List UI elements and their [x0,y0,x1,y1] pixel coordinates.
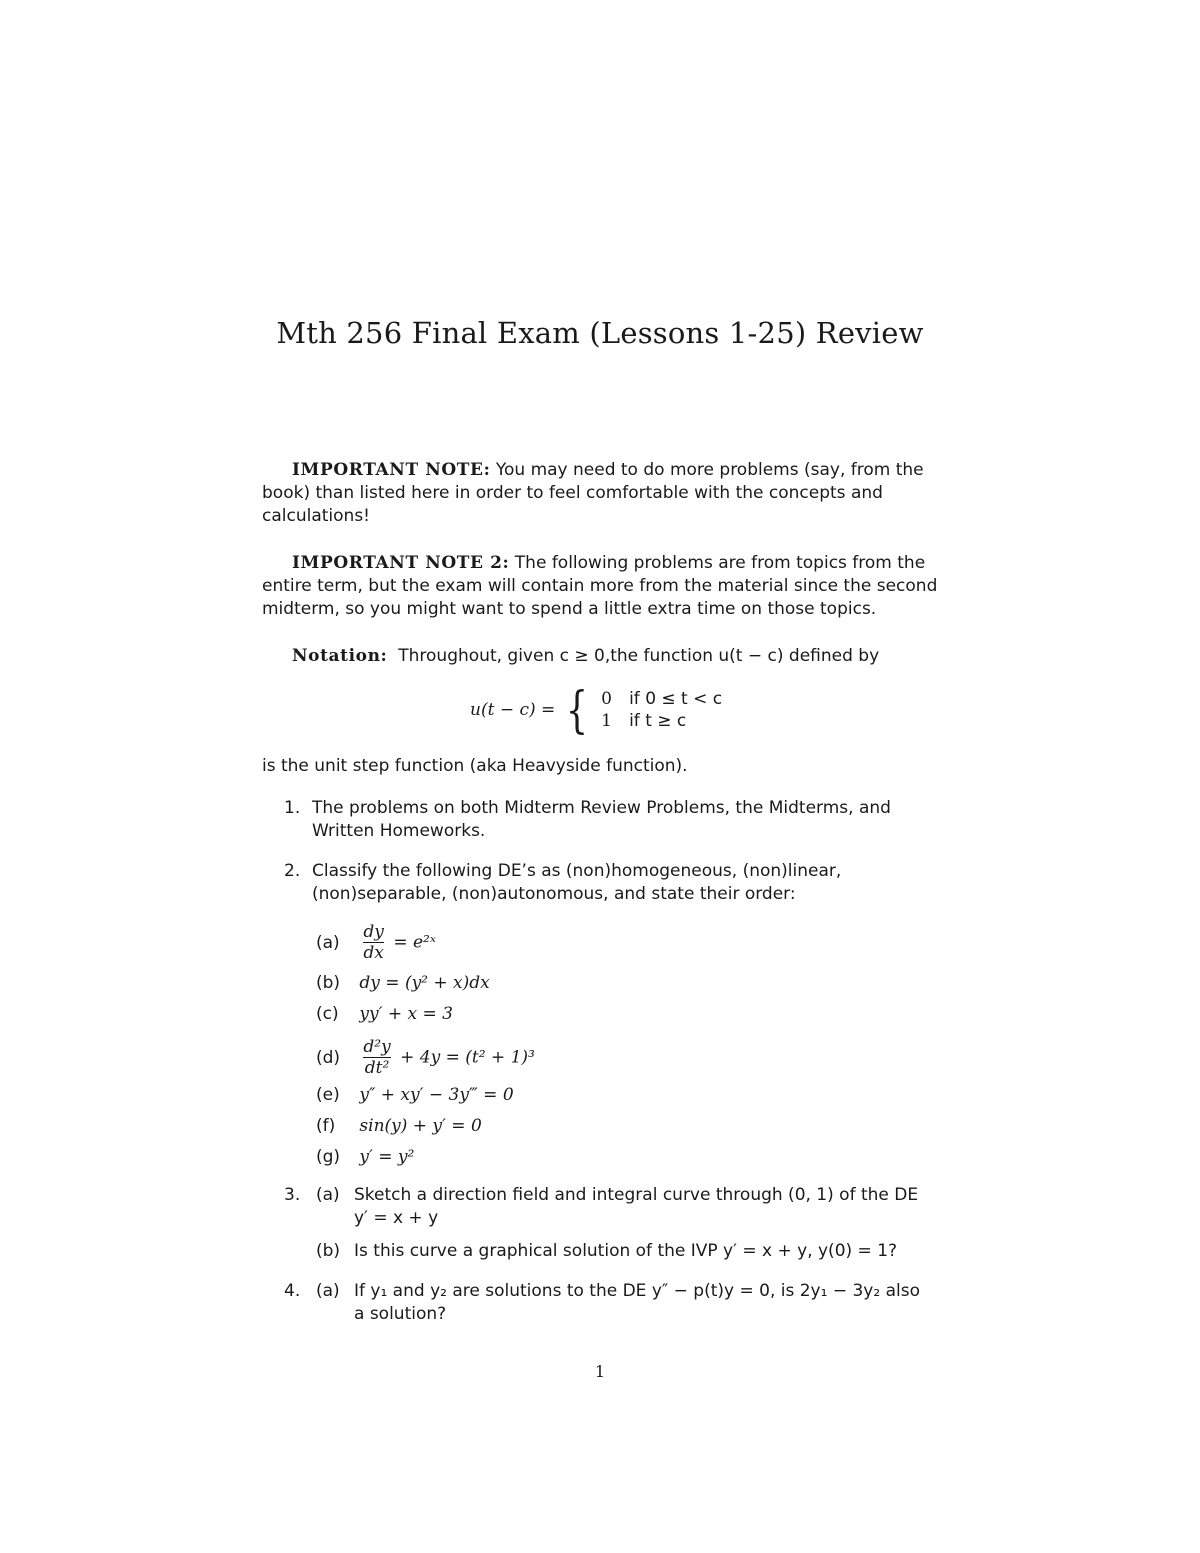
problem-2a-rhs: = e²ˣ [393,932,436,953]
fraction-denominator: dt² [364,1058,390,1078]
unit-step-definition [470,681,723,739]
problem-2-number: 2. [284,861,301,881]
problem-2g [316,1146,414,1169]
case-2-value: 1 [601,711,612,731]
problem-2c-equation: yy′ + x = 3 [359,1004,453,1024]
important-note-2 [262,552,938,621]
notation-label: Notation: [292,646,388,666]
problem-3b-label: (b) [316,1241,341,1261]
case-1-condition: if 0 ≤ t < c [629,689,723,709]
problem-2a-label: (a) [316,932,340,953]
problem-3-number: 3. [284,1185,301,1205]
problem-1-number: 1. [284,798,301,818]
problem-3a-text: Sketch a direction field and integral curve through (0, 1) of the DE y′ = x + y [354,1185,919,1228]
problem-2g-equation: y′ = y² [359,1147,415,1167]
unit-step-cases [601,688,722,732]
problem-4-number: 4. [284,1281,301,1301]
page-title: Mth 256 Final Exam (Lessons 1-25) Review [276,316,924,350]
left-brace: { [566,681,589,739]
problem-4a-text: If y₁ and y₂ are solutions to the DE y″ − p(t)y = 0, is 2y₁ − 3y₂ also a solution? [354,1281,920,1324]
important-note-1-text: You may need to do more problems (say, from the book) than listed here in order to feel comfortable with the concepts and calculations! [262,460,924,526]
problem-2f [316,1115,482,1138]
problem-1-text: The problems on both Midterm Review Problems, the Midterms, and Written Homeworks. [312,798,891,841]
problem-3b-text: Is this curve a graphical solution of the IVP y′ = x + y, y(0) = 1? [354,1241,898,1261]
fraction-numerator: d²y [363,1037,391,1057]
problem-2e [316,1084,514,1107]
problem-2f-label: (f) [316,1116,336,1136]
fraction-d2y-dt2 [363,1037,390,1078]
notation-after: is the unit step function (aka Heavyside function). [262,756,688,776]
fraction-dy-dx [363,922,384,963]
important-note-1-label: IMPORTANT NOTE: [292,460,491,480]
problem-2b-equation: dy = (y² + x)dx [359,973,490,993]
case-row-1 [601,688,722,710]
problem-2e-equation: y″ + xy′ − 3y‴ = 0 [359,1085,514,1105]
notation-text: Throughout, given c ≥ 0,the function u(t − c) defined by [398,646,880,666]
problem-2b-label: (b) [316,973,341,993]
problem-3a-label: (a) [316,1185,340,1205]
case-2-condition: if t ≥ c [629,711,687,731]
problem-2d-rhs: + 4y = (t² + 1)³ [400,1047,535,1068]
page-number: 1 [594,1362,606,1381]
notation-paragraph [262,645,938,668]
problem-2c [316,1003,453,1026]
problem-2f-equation: sin(y) + y′ = 0 [359,1116,482,1136]
fraction-denominator: dx [363,943,384,963]
fraction-numerator: dy [363,922,384,942]
problem-2c-label: (c) [316,1004,339,1024]
important-note-1 [262,459,938,528]
important-note-2-text: The following problems are from topics from the entire term, but the exam will contain more from the material since the second midterm, so you might want to spend a little extra time on those topics. [262,553,938,619]
case-1-value: 0 [601,689,612,709]
problem-2d-label: (d) [316,1047,341,1068]
case-row-2 [601,710,722,732]
unit-step-lhs: u(t − c) = [470,700,556,720]
problem-2-text: Classify the following DE’s as (non)homogeneous, (non)linear, (non)separable, (non)autonomous, and state their order: [312,861,842,904]
problem-2e-label: (e) [316,1085,340,1105]
problem-2d [316,1037,535,1078]
important-note-2-label: IMPORTANT NOTE 2: [292,553,510,573]
problem-2b [316,972,490,995]
problem-2g-label: (g) [316,1147,341,1167]
problem-2a [316,922,436,963]
problem-4a-label: (a) [316,1281,340,1301]
